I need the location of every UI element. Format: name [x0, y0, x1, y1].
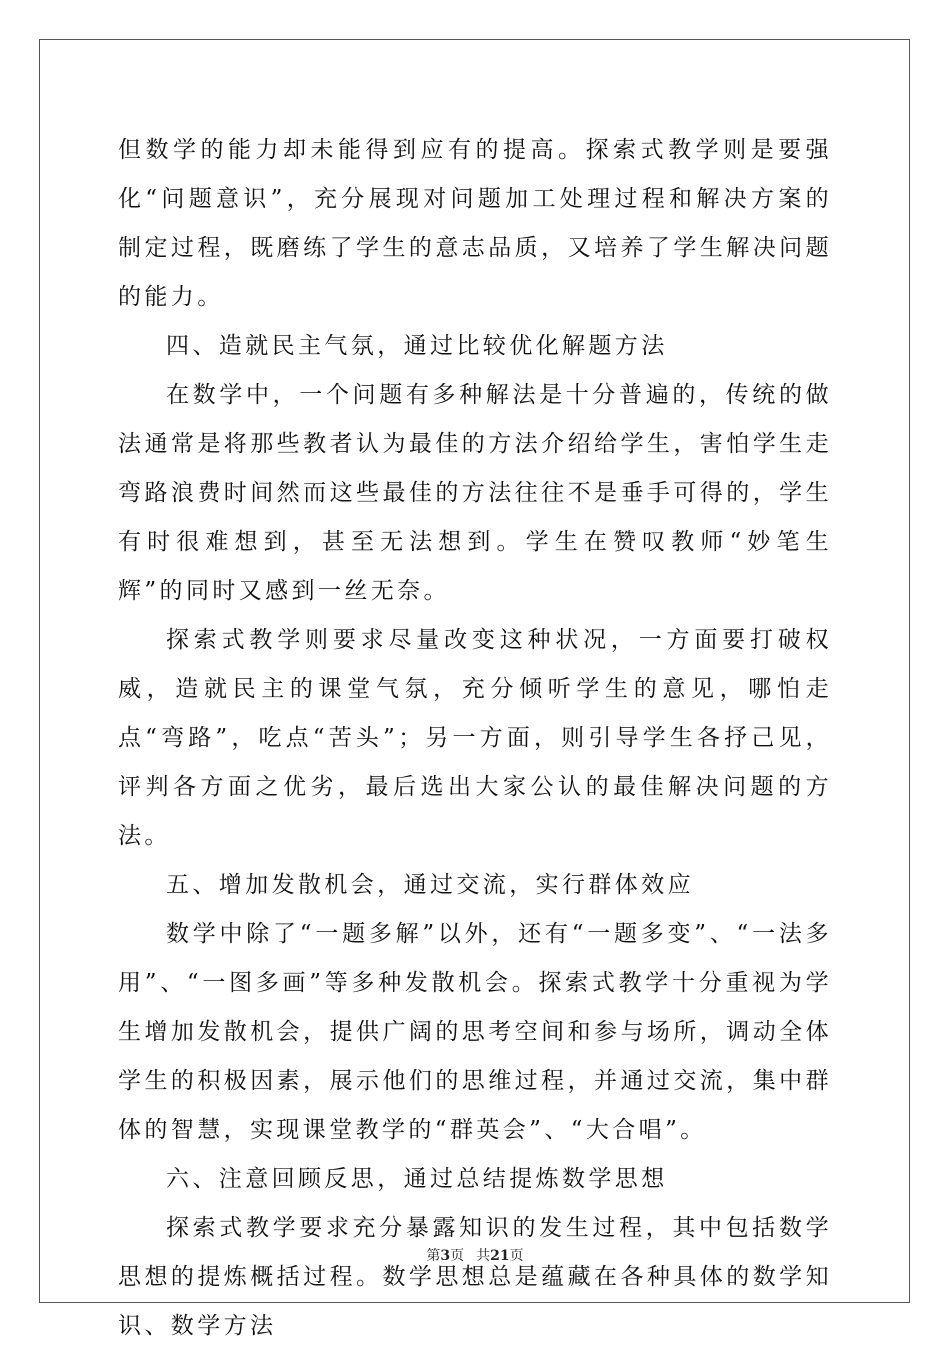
section-heading: 五、增加发散机会，通过交流，实行群体效应 [166, 872, 694, 898]
current-page-number: 3 [440, 1248, 451, 1264]
section-heading: 四、造就民主气氛，通过比较优化解题方法 [166, 333, 668, 359]
total-unit: 页 [509, 1248, 524, 1264]
paragraph: 但数学的能力却未能得到应有的提高。探索式教学则是要强化“问题意识”，充分展现对问题加工处理过程和解决方案的制定过程，既磨练了学生的意志品质，又培养了学生解决问题的能力。 [118, 137, 832, 310]
section-heading: 六、注意回顾反思，通过总结提炼数学思想 [166, 1166, 668, 1192]
total-page-count: 21 [490, 1248, 510, 1264]
total-prefix: 共 [476, 1248, 491, 1264]
page-unit: 页 [450, 1248, 465, 1264]
document-body [118, 126, 832, 1351]
paragraph: 探索式教学则要求尽量改变这种状况，一方面要打破权威，造就民主的课堂气氛，充分倾听学生的意见，哪怕走点“弯路”，吃点“苦头”；另一方面，则引导学生各抒己见，评判各方面之优劣，最后选出大家公认的最佳解决问题的方法。 [118, 627, 832, 849]
paragraph: 数学中除了“一题多解”以外，还有“一题多变”、“一法多用”、“一图多画”等多种发散机会。探索式教学十分重视为学生增加发散机会，提供广阔的思考空间和参与场所，调动全体学生的积极因素，展示他们的思维过程，并通过交流，集中群体的智慧，实现课堂教学的“群英会”、“大合唱”。 [118, 921, 832, 1143]
page-prefix: 第 [426, 1248, 441, 1264]
page-footer [0, 1245, 950, 1265]
paragraph: 在数学中，一个问题有多种解法是十分普遍的，传统的做法通常是将那些教者认为最佳的方法介绍给学生，害怕学生走弯路浪费时间然而这些最佳的方法往往不是垂手可得的，学生有时很难想到，甚至无法想到。学生在赞叹教师“妙笔生辉”的同时又感到一丝无奈。 [118, 382, 832, 604]
paragraph: 探索式教学要求充分暴露知识的发生过程，其中包括数学思想的提炼概括过程。数学思想总是蕴藏在各种具体的数学知识、数学方法 [118, 1215, 832, 1339]
